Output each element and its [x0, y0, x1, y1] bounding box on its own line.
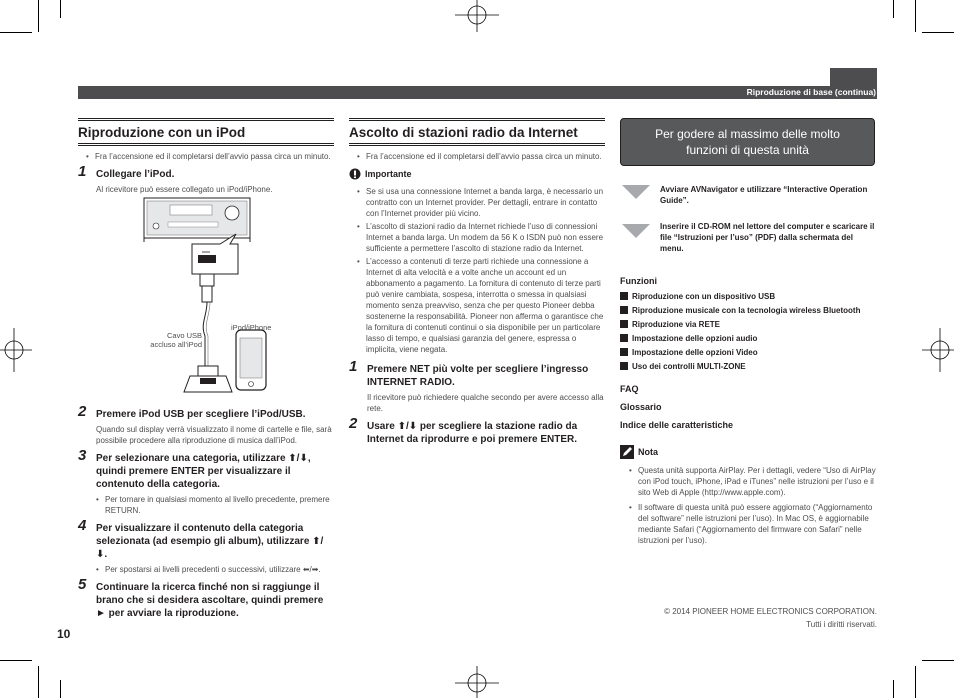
page-number: 10: [57, 627, 71, 641]
nota-heading: Nota: [620, 445, 878, 459]
step-3: 3 Per selezionare una categoria, utilizzare ⬆/⬇, quindi premere ENTER per visualizzare il contenuto della categoria.: [78, 447, 311, 490]
link-faq[interactable]: FAQ: [620, 384, 639, 394]
link-funzione[interactable]: Riproduzione via RETE: [620, 319, 878, 330]
step-3-note: • Per tornare in qualsiasi momento al livello precedente, premere RETURN.: [96, 494, 334, 516]
crop-mark: [893, 0, 894, 18]
tip-avnavigator: Avviare AVNavigator e utilizzare “Interactive Operation Guide”.: [660, 185, 868, 205]
link-funzione[interactable]: Impostazione delle opzioni audio: [620, 333, 878, 344]
important-item: • L’ascolto di stazioni radio da Internet richiede l’uso di connessioni Internet a banda larga. Un modem da 56 K o ISDN può non essere sufficiente a permettere l’ascolto di stazione radio da Internet.: [357, 221, 605, 254]
square-bullet-icon: [620, 292, 628, 300]
step-2-note: Quando sul display verrà visualizzato il nome di cartelle e file, sarà possibile procedere alla riproduzione di musica dall’iPod.: [96, 425, 332, 445]
step-1-note: Al ricevitore può essere collegato un iPod/iPhone.: [96, 185, 273, 194]
square-bullet-icon: [620, 334, 628, 342]
square-bullet-icon: [620, 306, 628, 314]
registration-mark: [0, 320, 32, 380]
link-funzione[interactable]: Impostazione delle opzioni Video: [620, 347, 878, 358]
feature-banner: Per godere al massimo delle molto funzioni di questa unità: [620, 118, 875, 166]
ipod-connection-figure: [140, 196, 290, 396]
step-4-note: • Per spostarsi ai livelli precedenti o successivi, utilizzare ⬅/➡.: [96, 564, 334, 575]
crop-mark: [38, 666, 39, 698]
important-heading: Importante: [349, 168, 605, 180]
important-item: • L’accesso a contenuti di terze parti richiede una connessione a Internet di alta velocità e a volte anche un account ed un abbonamento a pagamento. La fornitura di contenuto di terze parti può venire cambiata, sospesa, interrotta o smessa in qualsiasi momento senza preavviso, senza che per questo Pioneer debba sostenerne la responsabilità. Pioneer non afferma o garantisce che la fornitura di contenuti continui o sia disponibile per un particolare lasso di tempo, e qualsiasi garanzia del genere, espressa o implicita, viene negata.: [357, 256, 605, 355]
crop-mark: [922, 660, 954, 661]
registration-mark: [922, 320, 954, 380]
square-bullet-icon: [620, 362, 628, 370]
step-1: 1 Collegare l’iPod.: [78, 163, 175, 180]
copyright: © 2014 PIONEER HOME ELECTRONICS CORPORATION.: [664, 607, 877, 616]
crop-mark: [915, 666, 916, 698]
note-pencil-icon: [620, 445, 634, 459]
link-funzione[interactable]: Riproduzione musicale con la tecnologia wireless Bluetooth: [620, 305, 878, 316]
square-bullet-icon: [620, 320, 628, 328]
radio-step-1: 1 Premere NET più volte per scegliere l’ingresso INTERNET RADIO.: [349, 358, 589, 388]
tip-cdrom: Inserire il CD-ROM nel lettore del computer e scaricare il file “Istruzioni per l’uso” (PDF) dalla schermata del menu.: [660, 222, 875, 253]
section-title-radio: Ascolto di stazioni radio da Internet: [349, 125, 578, 140]
registration-mark: [447, 0, 507, 32]
important-item: • Se si usa una connessione Internet a banda larga, è necessario un contratto con un Internet provider. Per dettagli, entrare in contatto con l’Internet provider più vicino.: [357, 186, 605, 219]
column-links: [620, 276, 878, 546]
arrow-icon: [622, 224, 650, 238]
column-internet-radio: [349, 118, 605, 446]
section-title-ipod: Riproduzione con un iPod: [78, 125, 246, 140]
title-rule: [78, 118, 334, 121]
section-header: Riproduzione di base (continua): [746, 87, 876, 97]
link-indice[interactable]: Indice delle caratteristiche: [620, 420, 734, 430]
link-funzione[interactable]: Uso dei controlli MULTI-ZONE: [620, 361, 878, 372]
crop-mark: [0, 660, 32, 661]
crop-mark: [893, 680, 894, 698]
radio-step-1-note: Il ricevitore può richiedere qualche secondo per avere accesso alla rete.: [367, 393, 604, 413]
funzioni-heading: Funzioni: [620, 276, 657, 286]
arrow-icon: [622, 185, 650, 199]
rights-reserved: Tutti i diritti riservati.: [806, 620, 877, 629]
crop-mark: [0, 32, 32, 33]
square-bullet-icon: [620, 348, 628, 356]
column-ipod-steps: [78, 403, 334, 620]
step-5: 5 Continuare la ricerca finché non si raggiunge il brano che si desidera ascoltare, quindi premere ► per avviare la riproduzione.: [78, 576, 324, 619]
crop-mark: [60, 680, 61, 698]
crop-mark: [60, 0, 61, 18]
step-2: 2 Premere iPod USB per scegliere l’iPod/USB.: [78, 403, 306, 420]
step-4: 4 Per visualizzare il contenuto della categoria selezionata (ad esempio gli album), utilizzare ⬆/⬇.: [78, 517, 324, 560]
crop-mark: [38, 0, 39, 32]
link-funzione[interactable]: Riproduzione con un dispositivo USB: [620, 291, 878, 302]
link-glossario[interactable]: Glossario: [620, 402, 662, 412]
crop-mark: [915, 0, 916, 32]
header-tab: [830, 68, 877, 86]
nota-item: • Il software di questa unità può essere aggiornato (“Aggiornamento del software” nelle istruzioni per l’uso). In Mac OS, è aggiornabile mediante Safari (“Aggiornamento del firmware con Safari” nelle istruzioni per l’uso).: [629, 502, 878, 546]
title-rule: [349, 143, 605, 146]
column-ipod: [78, 118, 334, 195]
cable-label: Cavo USB accluso all’iPod: [150, 331, 202, 349]
intro-note: • Fra l’accensione ed il completarsi dell’avvio passa circa un minuto.: [357, 151, 605, 162]
important-icon: [349, 168, 361, 180]
title-rule: [78, 143, 334, 146]
device-label: iPod/iPhone: [231, 323, 272, 332]
radio-step-2: 2 Usare ⬆/⬇ per scegliere la stazione radio da Internet da riprodurre e poi premere ENTER.: [349, 415, 578, 445]
registration-mark: [447, 666, 507, 698]
intro-note: • Fra l’accensione ed il completarsi dell’avvio passa circa un minuto.: [86, 151, 334, 162]
iphone-illustration: [236, 330, 266, 390]
title-rule: [349, 118, 605, 121]
crop-mark: [922, 32, 954, 33]
nota-item: • Questa unità supporta AirPlay. Per i dettagli, vedere “Uso di AirPlay con iPod touch, iPhone, iPad e iTunes” nelle istruzioni per l’uso e il sito Web di Apple (http://www.apple.com).: [629, 465, 878, 498]
